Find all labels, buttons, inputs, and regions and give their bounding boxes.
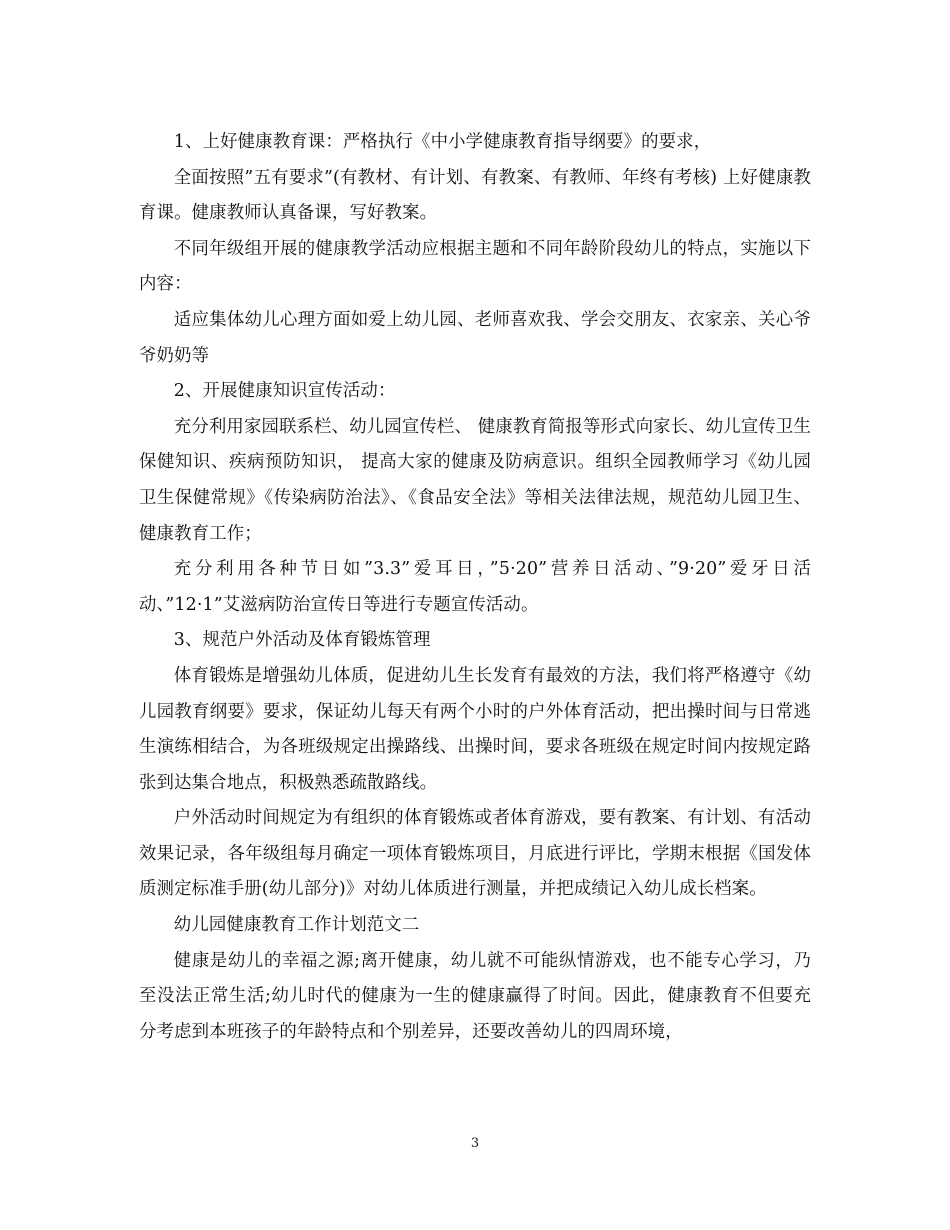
paragraph-7: 充分利用各种节日如”3.3”爱耳日，”5·20”营养日活动、”9·20”爱牙日活动、”12·1”艾滋病防治宣传日等进行专题宣传活动。 [139,559,811,615]
paragraph-6: 充分利用家园联系栏、幼儿园宣传栏、 健康教育简报等形式向家长、幼儿宣传卫生保健知识、疾病预防知识， 提高大家的健康及防病意识。组织全园教师学习《幼儿园卫生保健常规》《传染病防治法》、《食品安全法》等相关法律法规，规范幼儿园卫生、健康教育工作； [139,416,811,544]
document-body [139,125,811,1050]
paragraph-8: 3、规范户外活动及体育锻炼管理 [173,630,431,651]
paragraph-12: 健康是幼儿的幸福之源;离开健康，幼儿就不可能纵情游戏，也不能专心学习，乃至没法正常生活;幼儿时代的健康为一生的健康赢得了时间。因此，健康教育不但要充分考虑到本班孩子的年龄特点和个别差异，还要改善幼儿的四周环境， [139,950,811,1042]
paragraph-3: 不同年级组开展的健康教学活动应根据主题和不同年龄阶段幼儿的特点，实施以下内容： [139,238,811,295]
paragraph-2: 全面按照”五有要求”(有教材、有计划、有教案、有教师、年终有考核) 上好健康教育课。健康教师认真备课，写好教案。 [139,167,811,224]
paragraph-1: 1、上好健康教育课：严格执行《中小学健康教育指导纲要》的要求， [173,132,712,152]
paragraph-5: 2、开展健康知识宣传活动： [173,381,396,402]
paragraph-4: 适应集体幼儿心理方面如爱上幼儿园、老师喜欢我、学会交朋友、衣家亲、关心爷爷奶奶等 [139,309,811,366]
page-number: 3 [470,1136,480,1151]
paragraph-9: 体育锻炼是增强幼儿体质，促进幼儿生长发育有最效的方法，我们将严格遵守《幼儿园教育纲要》要求，保证幼儿每天有两个小时的户外体育活动，把出操时间与日常逃生演练相结合，为各班级规定出操路线、出操时间，要求各班级在规定时间内按规定路张到达集合地点，积极熟悉疏散路线。 [139,665,811,793]
paragraph-10: 户外活动时间规定为有组织的体育锻炼或者体育游戏，要有教案、有计划、有活动效果记录，各年级组每月确定一项体育锻炼项目，月底进行评比，学期末根据《国发体质测定标准手册(幼儿部分)》对幼儿体质进行测量，并把成绩记入幼儿成长档案。 [139,808,811,900]
paragraph-11: 幼儿园健康教育工作计划范文二 [173,915,420,936]
